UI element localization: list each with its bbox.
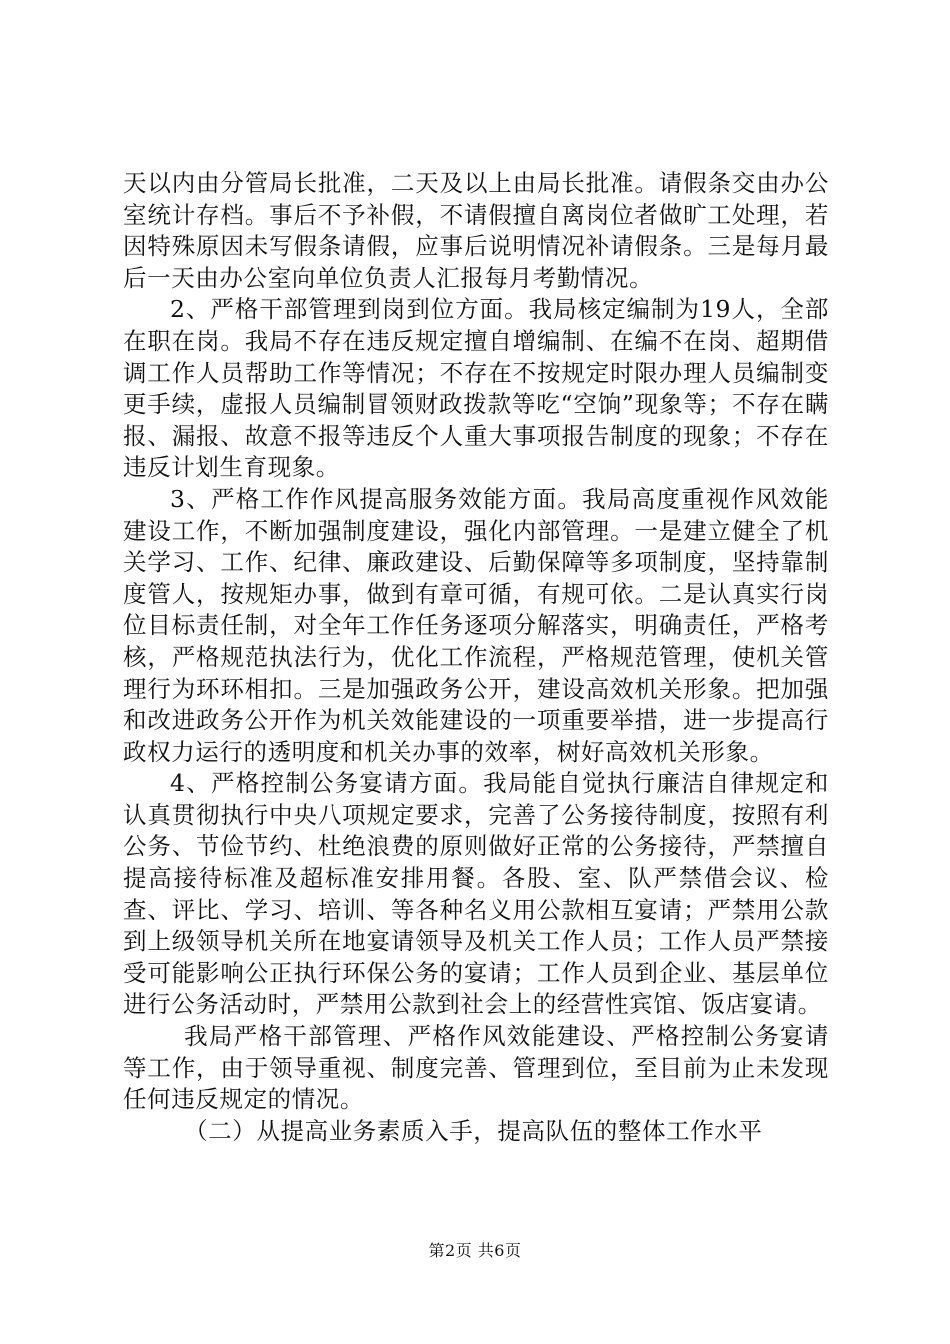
section-heading-2: （二）从提高业务素质入手，提高队伍的整体工作水平 <box>184 1116 763 1145</box>
document-body <box>123 168 829 1147</box>
paragraph-work-style-efficiency: 3、严格工作作风提高服务效能方面。我局高度重视作风效能建设工作，不断加强制度建设，强化内部管理。一是建立健全了机关学习、工作、纪律、廉政建设、后勤保障等多项制度，坚持靠制度管人，按规矩办事，做到有章可循，有规可依。二是认真实行岗位目标责任制，对全年工作任务逐项分解落实，明确责任，严格考核，严格规范执法行为，优化工作流程，严格规范管理，使机关管理行为环环相扣。三是加强政务公开，建设高效机关形象。把加强和改进政务公开作为机关效能建设的一项重要举措，进一步提高行政权力运行的透明度和机关办事的效率，树好高效机关形象。 <box>123 484 829 766</box>
page-footer: 第2页 共6页 <box>428 1241 522 1260</box>
paragraph-leave-approval: 天以内由分管局长批准，二天及以上由局长批准。请假条交由办公室统计存档。事后不予补假，不请假擅自离岗位者做旷工处理，若因特殊原因未写假条请假，应事后说明情况补请假条。三是每月最后一天由办公室向单位负责人汇报每月考勤情况。 <box>123 169 829 292</box>
paragraph-banquet-control: 4、严格控制公务宴请方面。我局能自觉执行廉洁自律规定和认真贯彻执行中央八项规定要求，完善了公务接待制度，按照有利公务、节俭节约、杜绝浪费的原则做好正常的公务接待，严禁擅自提高接待标准及超标准安排用餐。各股、室、队严禁借会议、检查、评比、学习、培训、等各种名义用公款相互宴请；严禁用公款到上级领导机关所在地宴请领导及机关工作人员；工作人员严禁接受可能影响公正执行环保公务的宴请；工作人员到企业、基层单位进行公务活动时，严禁用公款到社会上的经营性宾馆、饭店宴请。 <box>123 769 829 1019</box>
paragraph-cadre-management: 2、严格干部管理到岗到位方面。我局核定编制为19人，全部在职在岗。我局不存在违反规定擅自增编制、在编不在岗、超期借调工作人员帮助工作等情况；不存在不按规定时限办理人员编制变更手续，虚报人员编制冒领财政拨款等吃“空饷”现象等；不存在瞒报、漏报、故意不报等违反个人重大事项报告制度的现象；不存在违反计划生育现象。 <box>123 295 829 482</box>
paragraph-summary: 我局严格干部管理、严格作风效能建设、严格控制公务宴请等工作，由于领导重视、制度完善、管理到位，至目前为止未发现任何违反规定的情况。 <box>123 1022 829 1114</box>
